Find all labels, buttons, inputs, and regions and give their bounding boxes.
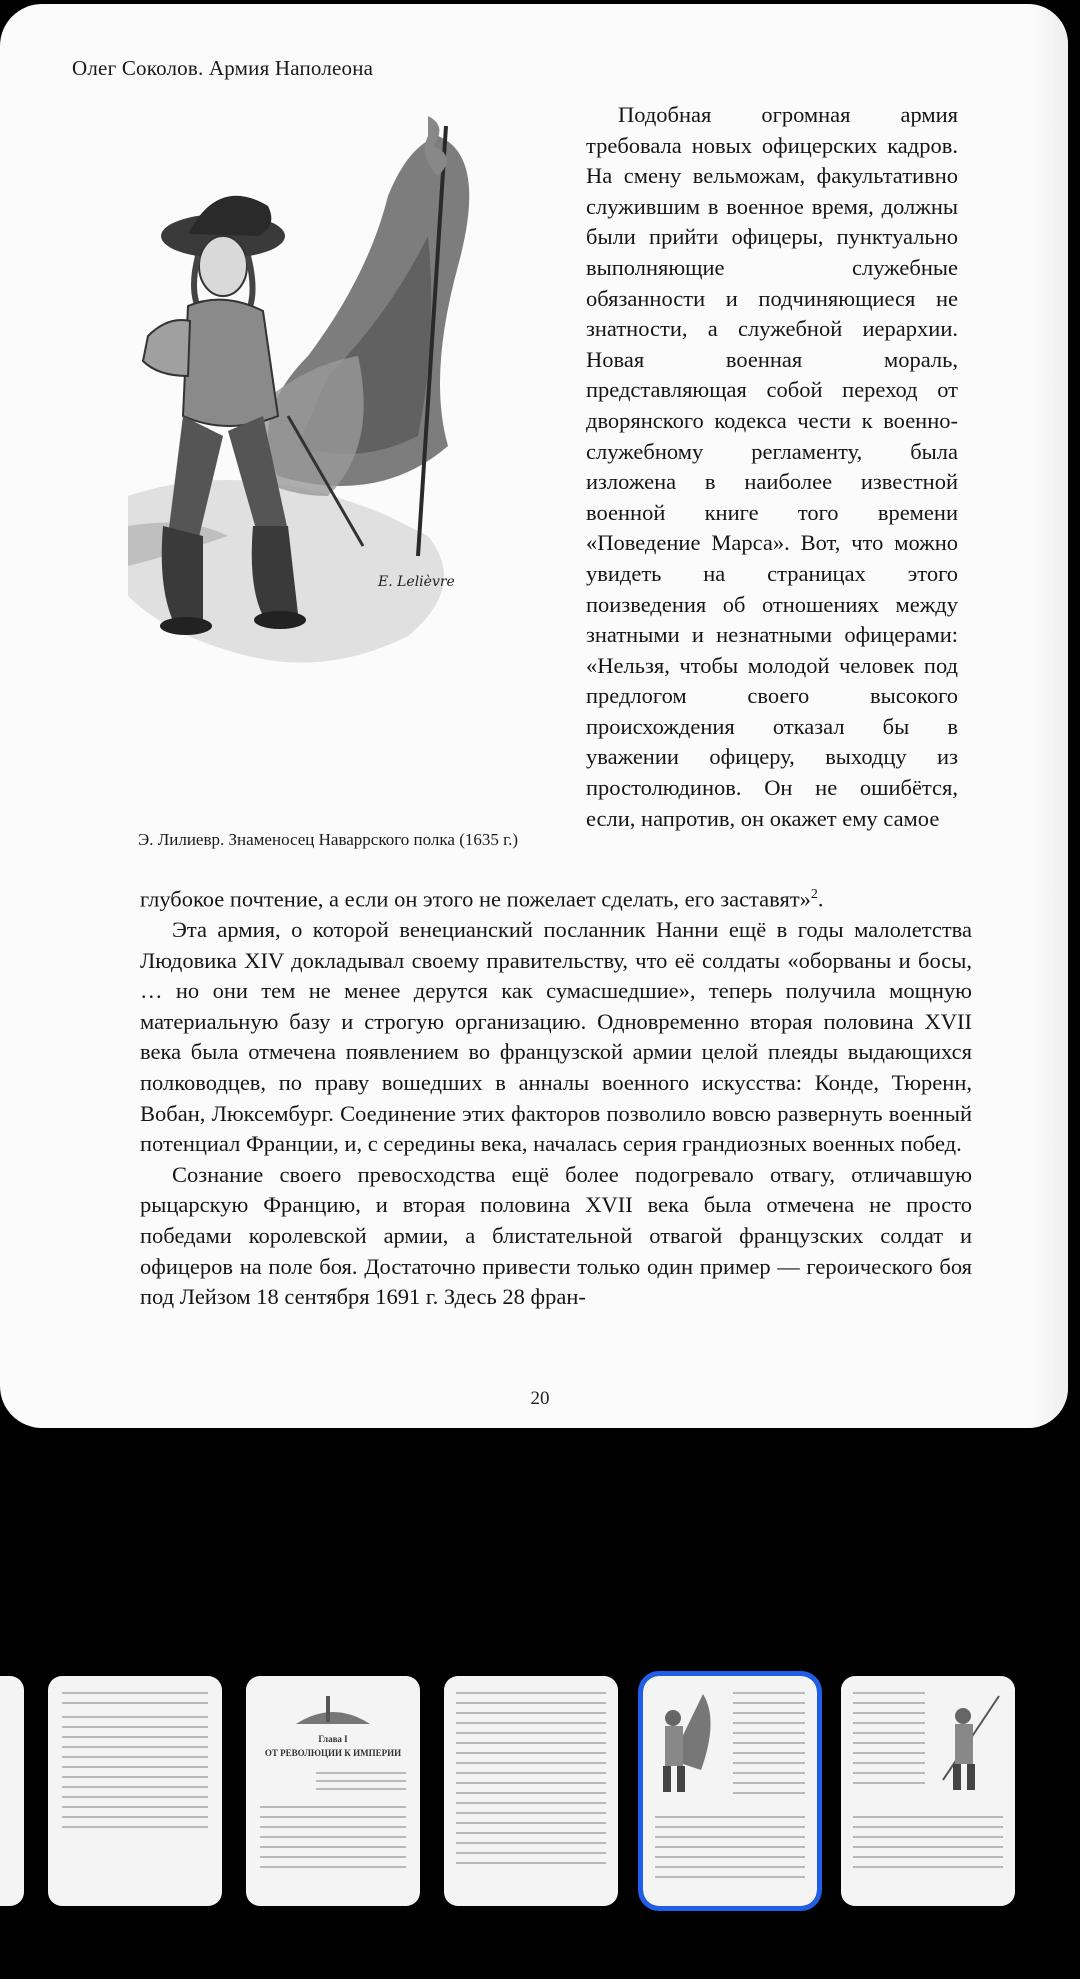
illustration-caption: Э. Лилиевр. Знаменосец Наваррского полка (1635 г.) — [138, 830, 519, 849]
right-column-text — [586, 100, 958, 834]
thumbnail-page-current[interactable] — [643, 1676, 817, 1906]
standard-bearer-illustration — [128, 116, 568, 816]
artist-signature: E. Lelièvre — [378, 574, 455, 590]
paragraph-3: Сознание своего превосходства ещё более подогревало отвагу, отличавшую рыцарскую Францию, и вторая половина XVII века была отмечена не просто победами королевской армии, а блистательной отвагой французских солдат и офицеров на поле боя. Достаточно привести только один пример — героического боя под Лейзом 18 сентября 1691 г. Здесь 28 фран- — [140, 1161, 972, 1310]
thumb-illustration-icon — [651, 1690, 723, 1800]
page-number: 20 — [530, 1388, 550, 1409]
full-width-text — [140, 880, 972, 1313]
paragraph-1: Подобная огромная армия требовала новых офицерских кадров. На смену вельможам, факультативно служившим в военное время, должны были прийти офицеры, пунктуально выполняющие служебные обязанности и подчиняющиеся не знатности, а служебной иерархии. Новая военная мораль, представляющая собой переход от дворянского кодекса чести к военно-служебному регламенту, была изложена в наиболее известной военной книге того времени «Поведение Марса». Вот, что можно увидеть на страницах этого поизведения об отношениях между знатными и незнатными офицерами: «Нельзя, чтобы молодой человек под предлогом своего высокого происхождения отказал бы в уважении офицеру, выходцу из простолюдинов. Он не ошибётся, если, напротив, он окажет ему самое — [586, 102, 958, 831]
chapter-vignette-icon — [296, 1690, 370, 1730]
continuation-text: глубокое почтение, а если он этого не пожелает сделать, его заставят» — [140, 886, 811, 912]
running-head: Олег Соколов. Армия Наполеона — [72, 56, 374, 80]
thumbnail-page-text[interactable] — [444, 1676, 618, 1906]
thumb-chapter-label: Глава I — [318, 1734, 348, 1744]
paragraph-2: Эта армия, о которой венецианский посланник Нанни ещё в годы малолетства Людовика XIV докладывал своему правительству, что её солдаты «оборваны и босы, … но они тем не менее дерутся как сумасшедшие», теперь получила мощную материальную базу и строгую организацию. Одновременно вторая половина XVII века была отмечена появлением во французской армии целой плеяды выдающихся полководцев, по праву вошедших в анналы военного искусства: Конде, Тюренн, Вобан, Люксембург. Соединение этих факторов позволило вовсю развернуть военный потенциал Франции, и, с середины века, началась серия грандиозных военных побед. — [140, 917, 972, 1157]
thumbnail-page-chapter[interactable] — [246, 1676, 420, 1906]
page-edge — [1030, 4, 1068, 1428]
thumbnail-page-toc[interactable] — [48, 1676, 222, 1906]
thumb-chapter-heading: ОТ РЕВОЛЮЦИИ К ИМПЕРИИ — [264, 1748, 402, 1758]
thumbnail-strip[interactable] — [0, 1672, 1080, 1912]
thumbnail-page-next[interactable] — [841, 1676, 1015, 1906]
footnote-mark[interactable]: 2 — [810, 887, 818, 902]
thumb-soldier-icon — [933, 1690, 1005, 1800]
paragraph-1-continuation: глубокое почтение, а если он этого не пожелает сделать, его заставят»$^2$. — [140, 886, 824, 912]
book-page[interactable] — [0, 4, 1068, 1428]
thumbnail-page[interactable] — [0, 1676, 24, 1906]
